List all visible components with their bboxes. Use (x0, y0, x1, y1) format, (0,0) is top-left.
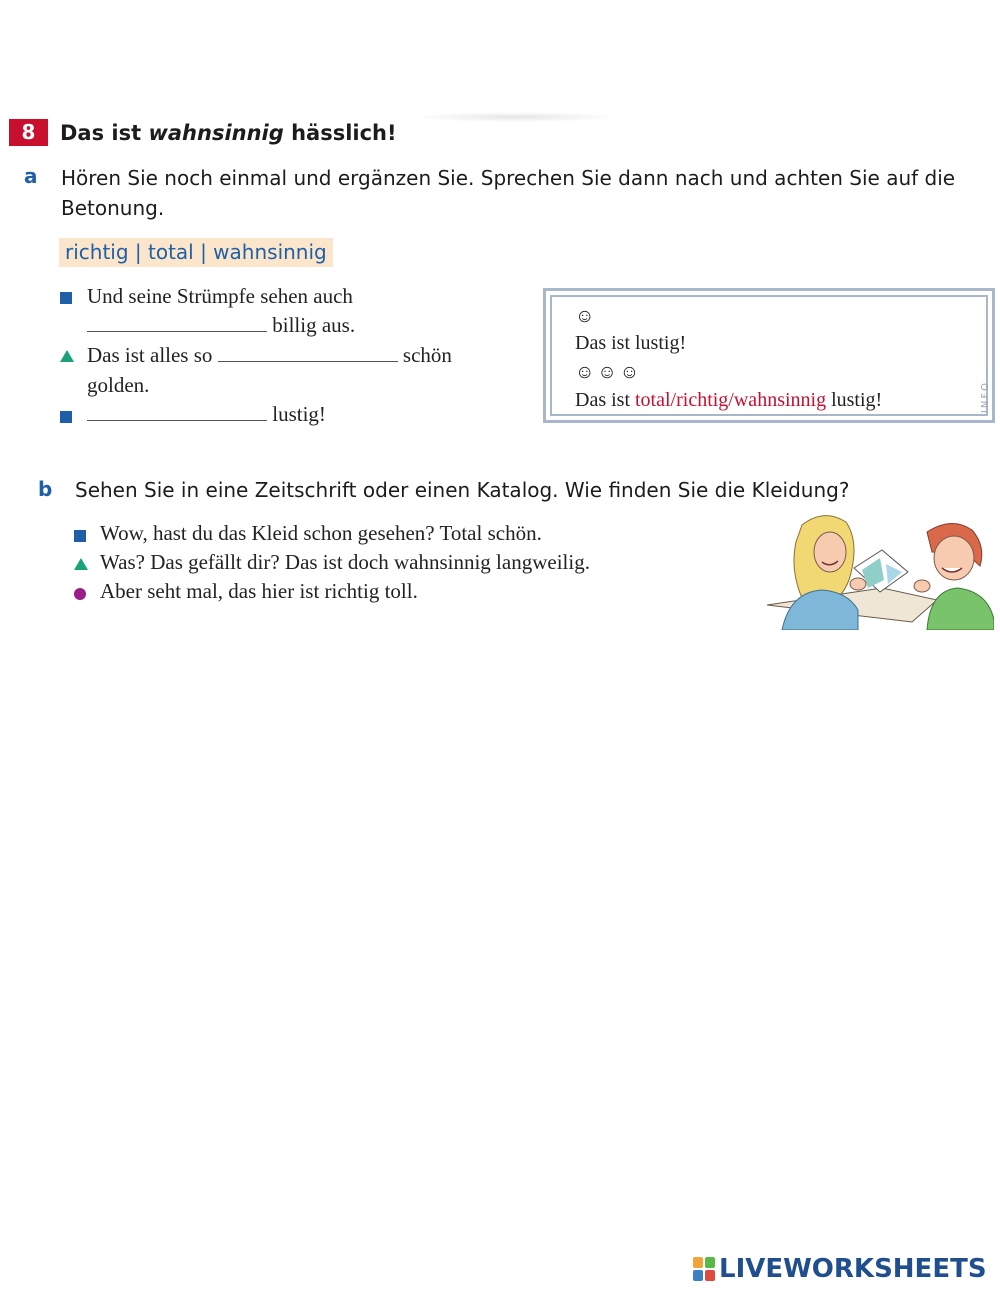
triangle-bullet-icon (60, 350, 74, 362)
info-label: INFO (980, 381, 991, 414)
info-line-2-highlight: total/richtig/wahnsinnig (635, 389, 827, 411)
info-box (543, 288, 995, 423)
exercise-line-1b-text: billig aus. (272, 313, 356, 337)
square-bullet-icon (60, 292, 72, 304)
answer-blank-2[interactable] (218, 342, 398, 362)
exercise-line-2c: golden. (87, 373, 150, 397)
illustration-two-girls-magazine (762, 510, 994, 630)
instruction-b: Sehen Sie in eine Zeitschrift oder einen Katalog. Wie finden Sie die Kleidung? (75, 478, 850, 502)
title-emphasis: wahnsinnig (148, 121, 284, 145)
exercise-line-2 (87, 341, 452, 370)
decorative-shadow (410, 112, 620, 122)
answer-blank-1[interactable] (87, 312, 267, 332)
section-letter-a: a (24, 164, 38, 188)
info-line-2-suffix: lustig! (826, 389, 883, 411)
exercise-title (60, 118, 397, 148)
info-line-2 (575, 387, 882, 414)
dialogue-line-1: Wow, hast du das Kleid schon gesehen? Total schön. (100, 521, 542, 545)
exercise-line-1b (87, 311, 355, 340)
dialogue-line-2: Was? Das gefällt dir? Das ist doch wahnsinnig langweilig. (100, 550, 590, 574)
info-line-2-prefix: Das ist (575, 389, 635, 411)
section-letter-b: b (38, 477, 53, 501)
word-bank: richtig | total | wahnsinnig (59, 238, 333, 267)
square-bullet-icon (74, 530, 86, 542)
dialogue-line-3: Aber seht mal, das hier ist richtig toll. (100, 579, 418, 603)
info-line-1: Das ist lustig! (575, 332, 687, 354)
circle-bullet-icon (74, 588, 86, 600)
smiley-icon: ☺ (575, 306, 595, 327)
exercise-line-3-text: lustig! (272, 402, 326, 426)
exercise-line-2a: Das ist alles so (87, 343, 213, 367)
square-bullet-icon (60, 411, 72, 423)
logo-text: LIVEWORKSHEETS (719, 1254, 987, 1284)
triple-smiley-icon: ☺☺☺ (575, 362, 643, 383)
logo-mark-icon (693, 1257, 715, 1281)
instruction-a: Hören Sie noch einmal und ergänzen Sie. Sprechen Sie dann nach und achten Sie auf die Betonung. (61, 166, 956, 220)
exercise-line-2b: schön (402, 343, 452, 367)
answer-blank-3[interactable] (87, 401, 267, 421)
title-part2: hässlich! (283, 121, 397, 145)
title-part1: Das ist (60, 121, 149, 145)
exercise-line-3 (87, 400, 326, 429)
exercise-number-badge: 8 (9, 119, 48, 146)
triangle-bullet-icon (74, 558, 88, 570)
exercise-line-1: Und seine Strümpfe sehen auch (87, 284, 353, 308)
info-box-inner (550, 295, 991, 416)
liveworksheets-logo (693, 1254, 987, 1284)
